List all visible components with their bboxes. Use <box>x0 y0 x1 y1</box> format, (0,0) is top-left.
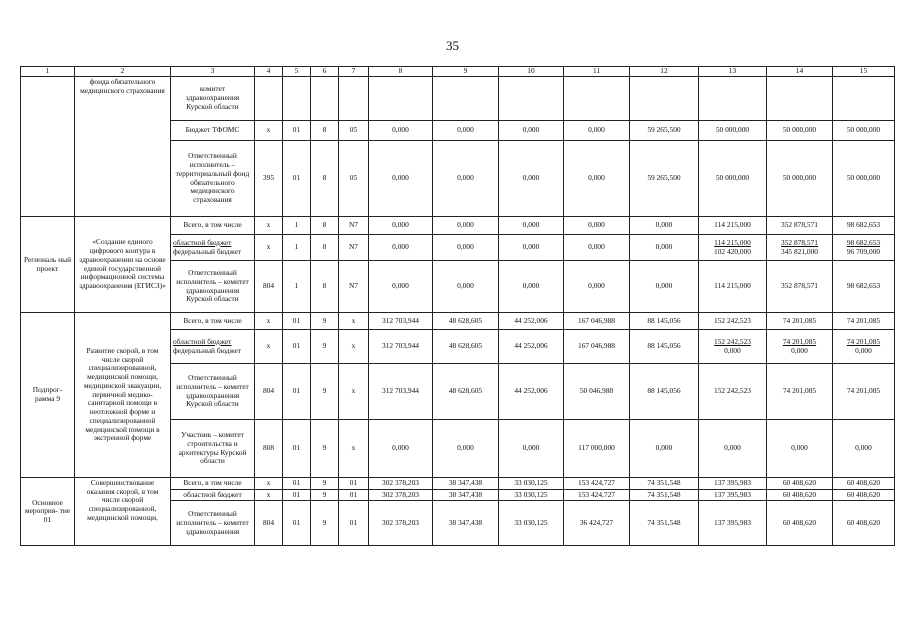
value-cell-c13: 114 215,000 <box>699 261 767 313</box>
column-number: 1 <box>21 67 75 77</box>
value-cell-c6: 9 <box>311 489 339 501</box>
value-cell-c8: 312 703,944 <box>369 330 433 364</box>
value-cell-c15: 50 000,000 <box>833 121 895 141</box>
value-cell-c10: 0,000 <box>499 235 564 261</box>
value-cell-c7: 01 <box>339 489 369 501</box>
value-line: 352 878,571 <box>781 237 818 247</box>
column-number: 9 <box>433 67 499 77</box>
value-cell-c8: 0,000 <box>369 420 433 478</box>
value-cell-c9: 38 347,438 <box>433 489 499 501</box>
value-cell-c13: 152 242,523 <box>699 364 767 420</box>
value-cell-c9: 0,000 <box>433 141 499 217</box>
value-cell-c10: 33 030,125 <box>499 501 564 546</box>
value-cell-c8: 0,000 <box>369 121 433 141</box>
value-cell-c4: x <box>255 217 283 235</box>
value-cell-c7: x <box>339 420 369 478</box>
value-cell-c6: 8 <box>311 261 339 313</box>
value-cell-c5: 01 <box>283 364 311 420</box>
program-level-cell: Подпрог- рамма 9 <box>21 313 75 478</box>
value-cell-c4: x <box>255 330 283 364</box>
value-line: 345 821,000 <box>781 246 818 256</box>
funding-source-label: областной бюджет <box>173 336 232 346</box>
value-cell-c13 <box>699 235 767 261</box>
value-cell-c9: 48 628,605 <box>433 364 499 420</box>
value-cell-c9: 0,000 <box>433 420 499 478</box>
value-cell-c7: x <box>339 330 369 364</box>
value-cell-c15: 50 000,000 <box>833 141 895 217</box>
value-cell-c4: x <box>255 489 283 501</box>
value-cell-c13: 137 395,983 <box>699 489 767 501</box>
value-cell-c5: 01 <box>283 121 311 141</box>
value-cell-c15: 98 682,653 <box>833 261 895 313</box>
value-cell-c13: 152 242,523 <box>699 313 767 330</box>
value-cell-c13: 137 395,983 <box>699 478 767 490</box>
value-cell-c10: 44 252,006 <box>499 330 564 364</box>
program-level-cell: Региональ ный проект <box>21 217 75 313</box>
value-cell-c7: 05 <box>339 141 369 217</box>
column-number: 13 <box>699 67 767 77</box>
funding-source-label: федеральный бюджет <box>173 345 242 355</box>
value-cell-c7: N7 <box>339 235 369 261</box>
value-cell-c11 <box>564 77 630 121</box>
value-cell-c11: 36 424,727 <box>564 501 630 546</box>
value-cell-c13: 0,000 <box>699 420 767 478</box>
value-cell-c14: 352 878,571 <box>767 217 833 235</box>
value-cell-c9: 0,000 <box>433 217 499 235</box>
value-cell-c14: 50 000,000 <box>767 141 833 217</box>
funding-source-cell: Всего, в том числе <box>171 217 255 235</box>
value-cell-c14: 50 000,000 <box>767 121 833 141</box>
value-cell-c8: 0,000 <box>369 141 433 217</box>
column-number: 8 <box>369 67 433 77</box>
value-cell-c12: 88 145,056 <box>630 330 699 364</box>
value-cell-c4: x <box>255 478 283 490</box>
value-cell-c8: 312 703,944 <box>369 364 433 420</box>
value-cell-c8: 0,000 <box>369 261 433 313</box>
value-cell-c4: 804 <box>255 261 283 313</box>
value-line: 0,000 <box>724 345 741 355</box>
value-cell-c10: 44 252,006 <box>499 364 564 420</box>
budget-table <box>20 66 895 546</box>
value-cell-c8: 312 703,944 <box>369 313 433 330</box>
value-cell-c4: 804 <box>255 501 283 546</box>
value-cell-c6: 9 <box>311 364 339 420</box>
value-cell-c6: 8 <box>311 235 339 261</box>
value-cell-c15 <box>833 77 895 121</box>
value-cell-c9: 48 628,605 <box>433 330 499 364</box>
value-cell-c13 <box>699 330 767 364</box>
value-cell-c7: 01 <box>339 478 369 490</box>
value-cell-c12: 74 351,548 <box>630 478 699 490</box>
value-cell-c12: 0,000 <box>630 235 699 261</box>
value-cell-c15 <box>833 330 895 364</box>
value-cell-c7: N7 <box>339 217 369 235</box>
value-cell-c5: 1 <box>283 217 311 235</box>
value-cell-c14: 74 201,085 <box>767 313 833 330</box>
value-cell-c7: x <box>339 313 369 330</box>
column-number: 10 <box>499 67 564 77</box>
value-cell-c7: 01 <box>339 501 369 546</box>
value-cell-c7: x <box>339 364 369 420</box>
value-line: 0,000 <box>855 345 872 355</box>
value-cell-c4: 804 <box>255 364 283 420</box>
value-cell-c12: 88 145,056 <box>630 364 699 420</box>
value-cell-c10: 44 252,006 <box>499 313 564 330</box>
column-number: 15 <box>833 67 895 77</box>
value-cell-c11: 0,000 <box>564 121 630 141</box>
value-line: 114 215,000 <box>714 237 751 247</box>
value-cell-c9: 0,000 <box>433 235 499 261</box>
value-cell-c4 <box>255 77 283 121</box>
value-cell-c4: x <box>255 313 283 330</box>
value-cell-c5: 01 <box>283 489 311 501</box>
value-cell-c6: 9 <box>311 501 339 546</box>
value-cell-c13: 50 000,000 <box>699 121 767 141</box>
value-cell-c6: 9 <box>311 420 339 478</box>
program-level-cell: Основное мероприя- тие 01 <box>21 478 75 546</box>
value-line: 0,000 <box>791 345 808 355</box>
value-cell-c13 <box>699 77 767 121</box>
value-cell-c11: 117 000,000 <box>564 420 630 478</box>
value-cell-c7 <box>339 77 369 121</box>
value-cell-c15: 98 682,653 <box>833 217 895 235</box>
funding-source-cell: Всего, в том числе <box>171 313 255 330</box>
value-cell-c5: 01 <box>283 501 311 546</box>
value-cell-c8: 0,000 <box>369 235 433 261</box>
value-cell-c14: 0,000 <box>767 420 833 478</box>
column-number: 6 <box>311 67 339 77</box>
value-cell-c5: 01 <box>283 420 311 478</box>
value-cell-c14: 60 408,620 <box>767 501 833 546</box>
value-cell-c9: 0,000 <box>433 261 499 313</box>
value-cell-c11: 167 046,988 <box>564 330 630 364</box>
value-cell-c12: 74 351,548 <box>630 501 699 546</box>
value-cell-c6: 8 <box>311 121 339 141</box>
value-cell-c11: 0,000 <box>564 261 630 313</box>
value-line: 74 201,085 <box>782 336 817 346</box>
value-cell-c15 <box>833 235 895 261</box>
column-number: 3 <box>171 67 255 77</box>
column-number: 11 <box>564 67 630 77</box>
funding-source-cell: комитет здравоохранения Курской области <box>171 77 255 121</box>
value-cell-c13: 50 000,000 <box>699 141 767 217</box>
value-cell-c12: 0,000 <box>630 261 699 313</box>
value-cell-c14: 74 201,085 <box>767 364 833 420</box>
value-cell-c10: 0,000 <box>499 420 564 478</box>
page-number: 35 <box>446 38 459 53</box>
program-name-cell: Развитие скорой, в том числе скорой специализированной, медицинской помощи, медицинской эвакуации, первичной медико-санитарной помощи в неотложной форме и специализированной медицинской помощи в экстренной форме <box>75 313 171 478</box>
value-cell-c15: 74 201,085 <box>833 364 895 420</box>
column-number: 2 <box>75 67 171 77</box>
column-number: 4 <box>255 67 283 77</box>
value-cell-c15: 60 408,620 <box>833 489 895 501</box>
column-number: 7 <box>339 67 369 77</box>
table-row <box>21 77 895 121</box>
value-cell-c5: 01 <box>283 141 311 217</box>
value-cell-c11: 167 046,988 <box>564 313 630 330</box>
funding-source-cell: Ответственный исполнитель – территориальный фонд обязательного медицинского страхования <box>171 141 255 217</box>
value-cell-c15: 60 408,620 <box>833 501 895 546</box>
value-cell-c4: 808 <box>255 420 283 478</box>
value-cell-c7: 05 <box>339 121 369 141</box>
value-cell-c6 <box>311 77 339 121</box>
value-cell-c6: 9 <box>311 478 339 490</box>
value-cell-c10: 0,000 <box>499 261 564 313</box>
program-level-cell <box>21 77 75 217</box>
funding-source-cell: областной бюджет <box>171 489 255 501</box>
funding-source-cell: Всего, в том числе <box>171 478 255 490</box>
funding-source-cell: Ответственный исполнитель – комитет здравоохранения <box>171 501 255 546</box>
value-cell-c12: 0,000 <box>630 420 699 478</box>
value-cell-c6: 8 <box>311 141 339 217</box>
value-line: 98 682,653 <box>846 237 881 247</box>
funding-source-cell: Ответственный исполнитель – комитет здравоохранения Курской области <box>171 364 255 420</box>
value-cell-c14 <box>767 330 833 364</box>
funding-source-cell: Ответственный исполнитель – комитет здравоохранения Курской области <box>171 261 255 313</box>
funding-source-cell: Участник – комитет строительства и архитектуры Курской области <box>171 420 255 478</box>
value-cell-c14 <box>767 77 833 121</box>
value-cell-c11: 153 424,727 <box>564 489 630 501</box>
value-cell-c11: 50 046,988 <box>564 364 630 420</box>
value-line: 74 201,085 <box>846 336 881 346</box>
value-cell-c8: 302 378,203 <box>369 478 433 490</box>
value-cell-c8: 0,000 <box>369 217 433 235</box>
value-cell-c5: 1 <box>283 261 311 313</box>
value-line: 152 242,523 <box>714 336 751 346</box>
value-cell-c15: 0,000 <box>833 420 895 478</box>
value-cell-c10: 0,000 <box>499 217 564 235</box>
program-name-cell: Совершенствование оказания скорой, в том числе скорой специализированной, медицинской помощи, <box>75 478 171 546</box>
value-cell-c6: 9 <box>311 330 339 364</box>
value-cell-c10: 0,000 <box>499 141 564 217</box>
value-cell-c10: 0,000 <box>499 121 564 141</box>
column-number-row <box>21 67 895 77</box>
value-line: 96 709,000 <box>846 246 881 256</box>
value-cell-c4: 395 <box>255 141 283 217</box>
value-cell-c9: 0,000 <box>433 121 499 141</box>
value-cell-c8 <box>369 77 433 121</box>
value-line: 102 420,000 <box>714 246 751 256</box>
value-cell-c14: 352 878,571 <box>767 261 833 313</box>
value-cell-c4: x <box>255 235 283 261</box>
funding-source-cell <box>171 235 255 261</box>
table-row <box>21 313 895 330</box>
value-cell-c10: 33 030,125 <box>499 478 564 490</box>
program-name-cell: фонда обязательного медицинского страхования <box>75 77 171 217</box>
value-cell-c8: 302 378,203 <box>369 501 433 546</box>
value-cell-c9: 38 347,438 <box>433 501 499 546</box>
value-cell-c14 <box>767 235 833 261</box>
value-cell-c14: 60 408,620 <box>767 489 833 501</box>
value-cell-c6: 8 <box>311 217 339 235</box>
value-cell-c11: 153 424,727 <box>564 478 630 490</box>
value-cell-c12: 59 265,500 <box>630 121 699 141</box>
value-cell-c15: 60 408,620 <box>833 478 895 490</box>
value-cell-c5: 01 <box>283 313 311 330</box>
value-cell-c7: N7 <box>339 261 369 313</box>
column-number: 14 <box>767 67 833 77</box>
value-cell-c13: 137 395,983 <box>699 501 767 546</box>
value-cell-c14: 60 408,620 <box>767 478 833 490</box>
value-cell-c9: 48 628,605 <box>433 313 499 330</box>
value-cell-c10: 33 030,125 <box>499 489 564 501</box>
value-cell-c11: 0,000 <box>564 217 630 235</box>
funding-source-cell: Бюджет ТФОМС <box>171 121 255 141</box>
value-cell-c5: 1 <box>283 235 311 261</box>
value-cell-c11: 0,000 <box>564 235 630 261</box>
value-cell-c5: 01 <box>283 330 311 364</box>
value-cell-c4: x <box>255 121 283 141</box>
value-cell-c9: 38 347,438 <box>433 478 499 490</box>
value-cell-c13: 114 215,000 <box>699 217 767 235</box>
value-cell-c15: 74 201,085 <box>833 313 895 330</box>
funding-source-label: областной бюджет <box>173 237 232 247</box>
funding-source-label: федеральный бюджет <box>173 246 242 256</box>
value-cell-c12: 0,000 <box>630 217 699 235</box>
value-cell-c6: 9 <box>311 313 339 330</box>
value-cell-c9 <box>433 77 499 121</box>
column-number: 5 <box>283 67 311 77</box>
funding-source-cell <box>171 330 255 364</box>
value-cell-c5 <box>283 77 311 121</box>
program-name-cell: «Создание единого цифрового контура в здравоохранении на основе единой государственной информационной системы здравоохранения (ЕГИСЗ)» <box>75 217 171 313</box>
column-number: 12 <box>630 67 699 77</box>
value-cell-c11: 0,000 <box>564 141 630 217</box>
value-cell-c10 <box>499 77 564 121</box>
value-cell-c12: 88 145,056 <box>630 313 699 330</box>
table-row <box>21 478 895 490</box>
value-cell-c8: 302 378,203 <box>369 489 433 501</box>
table-row <box>21 217 895 235</box>
value-cell-c5: 01 <box>283 478 311 490</box>
value-cell-c12 <box>630 77 699 121</box>
value-cell-c12: 74 351,548 <box>630 489 699 501</box>
value-cell-c12: 59 265,500 <box>630 141 699 217</box>
